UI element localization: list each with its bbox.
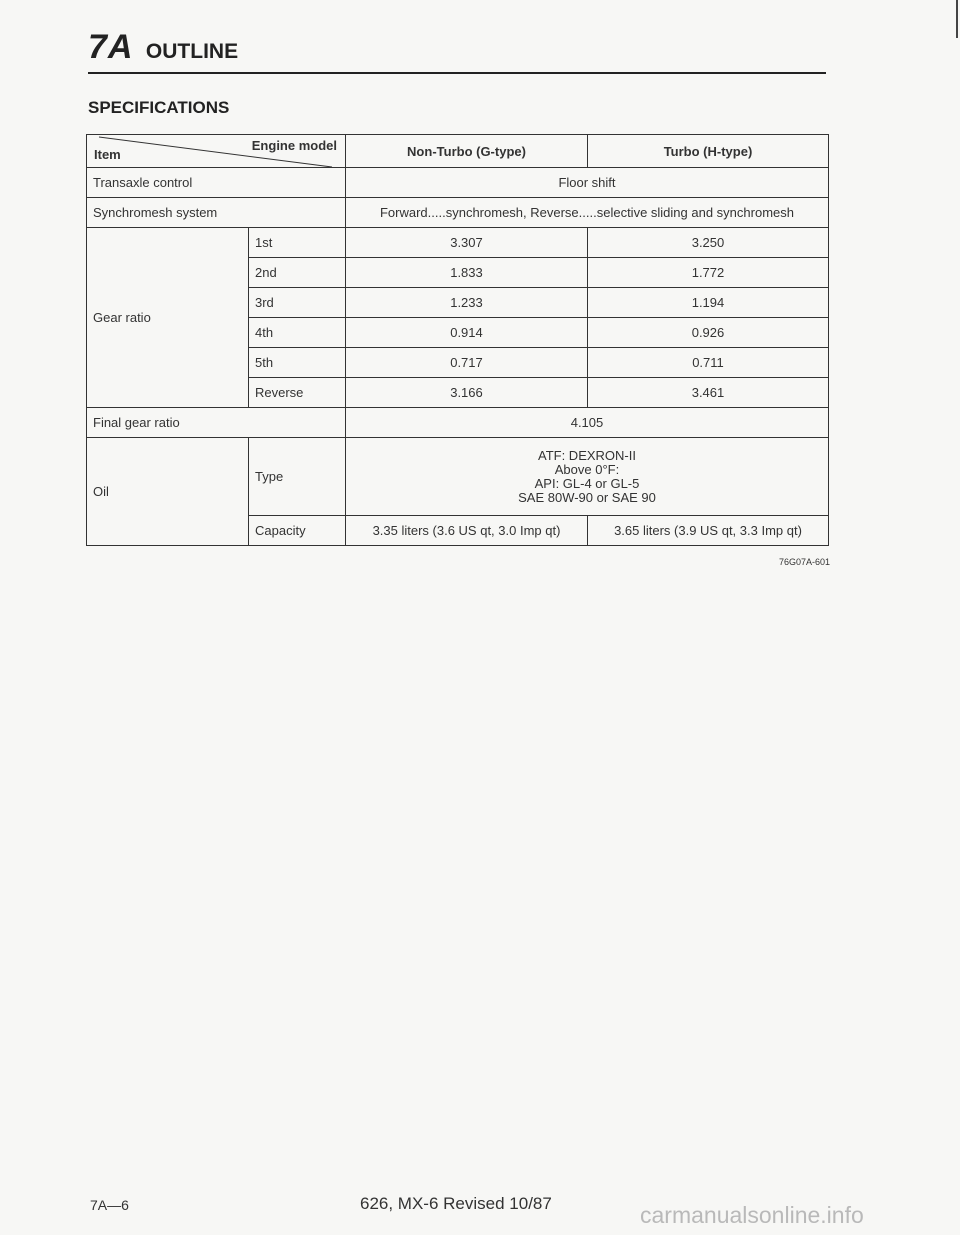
synchromesh-system-label: Synchromesh system <box>87 198 346 228</box>
oil-label: Oil <box>87 438 249 546</box>
gear-ratio-label: Gear ratio <box>87 228 249 408</box>
table-row <box>87 438 829 516</box>
header-rule <box>88 72 826 74</box>
oil-capacity-non-turbo: 3.35 liters (3.6 US qt, 3.0 Imp qt) <box>346 516 588 546</box>
table-row <box>87 228 829 258</box>
oil-type-line: Above 0°F: <box>554 461 620 477</box>
gear-ratio-non-turbo: 3.166 <box>346 378 588 408</box>
gear-ratio-turbo: 0.711 <box>588 348 829 378</box>
gear-label: 4th <box>249 318 346 348</box>
table-row <box>87 168 829 198</box>
watermark: carmanualsonline.info <box>640 1202 864 1228</box>
gear-label: 3rd <box>249 288 346 318</box>
figure-code: 76G07A-601 <box>778 557 830 567</box>
gear-ratio-turbo: 1.772 <box>588 258 829 288</box>
oil-type-line: ATF: DEXRON-II <box>538 447 636 463</box>
header-non-turbo: Non-Turbo (G-type) <box>346 135 588 168</box>
oil-type-line: SAE 80W-90 or SAE 90 <box>518 489 656 505</box>
gear-ratio-turbo: 3.461 <box>588 378 829 408</box>
final-gear-ratio-label: Final gear ratio <box>87 408 346 438</box>
oil-type-value <box>346 438 829 516</box>
table-header-row <box>87 135 829 168</box>
header-item-label: Item <box>94 147 121 162</box>
header-corner-cell <box>87 135 346 168</box>
synchromesh-system-value: Forward.....synchromesh, Reverse.....selective sliding and synchromesh <box>346 198 829 228</box>
gear-label: 1st <box>249 228 346 258</box>
gear-ratio-turbo: 0.926 <box>588 318 829 348</box>
transaxle-control-label: Transaxle control <box>87 168 346 198</box>
transaxle-control-value: Floor shift <box>346 168 829 198</box>
page-number: 7A—6 <box>90 1197 129 1213</box>
gear-ratio-non-turbo: 0.717 <box>346 348 588 378</box>
gear-ratio-non-turbo: 1.233 <box>346 288 588 318</box>
header-engine-model-label: Engine model <box>251 138 337 153</box>
gear-ratio-non-turbo: 0.914 <box>346 318 588 348</box>
revision-note: 626, MX-6 Revised 10/87 <box>360 1194 552 1213</box>
table-row <box>87 198 829 228</box>
oil-type-label: Type <box>249 438 346 516</box>
oil-capacity-turbo: 3.65 liters (3.9 US qt, 3.3 Imp qt) <box>588 516 829 546</box>
table-row <box>87 408 829 438</box>
gear-label: Reverse <box>249 378 346 408</box>
page-header <box>88 28 238 67</box>
gear-ratio-non-turbo: 3.307 <box>346 228 588 258</box>
final-gear-ratio-value: 4.105 <box>346 408 829 438</box>
section-number: 7A <box>88 28 134 66</box>
gear-label: 5th <box>249 348 346 378</box>
gear-ratio-non-turbo: 1.833 <box>346 258 588 288</box>
oil-capacity-label: Capacity <box>249 516 346 546</box>
gear-label: 2nd <box>249 258 346 288</box>
gear-ratio-turbo: 1.194 <box>588 288 829 318</box>
page-edge-mark <box>956 0 958 38</box>
specifications-table <box>86 134 829 546</box>
section-title: OUTLINE <box>145 40 239 63</box>
oil-type-line: API: GL-4 or GL-5 <box>534 475 640 491</box>
header-turbo: Turbo (H-type) <box>588 135 829 168</box>
gear-ratio-turbo: 3.250 <box>588 228 829 258</box>
specifications-heading: SPECIFICATIONS <box>88 98 230 117</box>
